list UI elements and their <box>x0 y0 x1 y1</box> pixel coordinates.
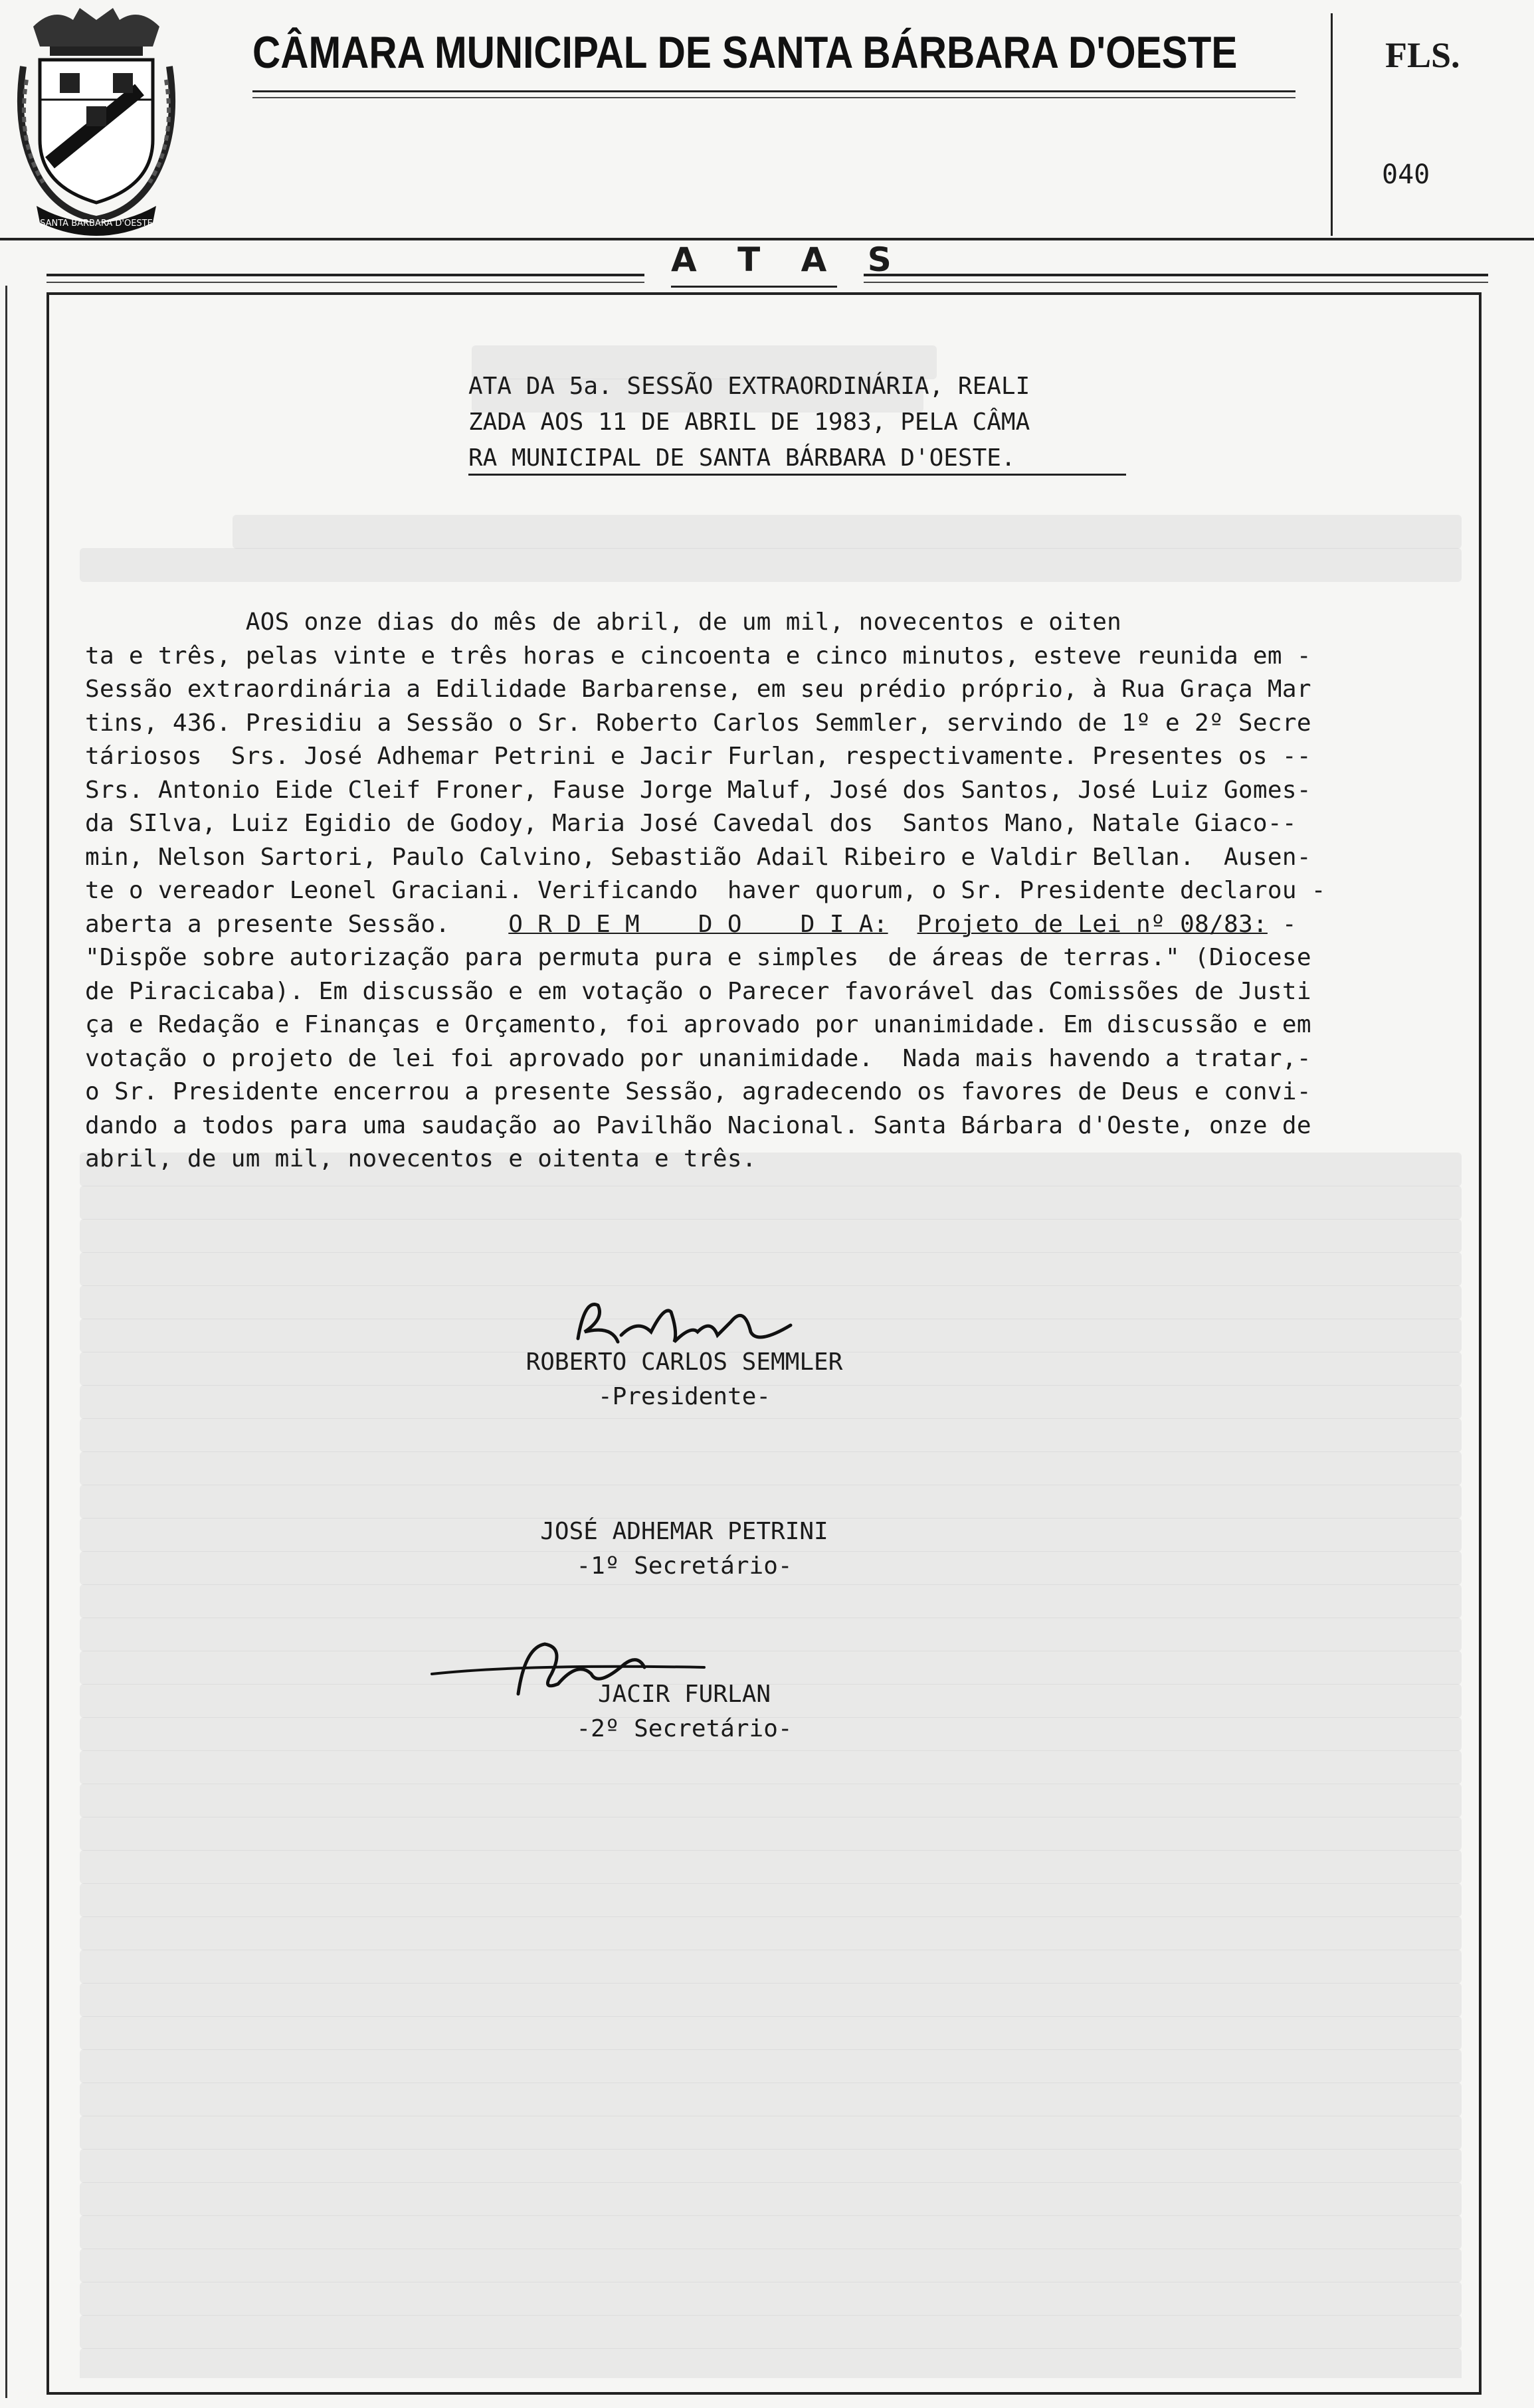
body-line: votação o projeto de lei foi aprovado por unanimidade. Nada mais havendo a tratar,- <box>85 1044 1311 1072</box>
body-line: ta e três, pelas vinte e três horas e cincoenta e cinco minutos, esteve reunida em - <box>85 642 1311 670</box>
organization-title: CÂMARA MUNICIPAL DE SANTA BÁRBARA D'OESTE <box>252 27 1238 78</box>
signature-block-second-secretary <box>512 1677 857 1746</box>
signature-block-first-secretary <box>512 1515 857 1584</box>
line-tail: - <box>1267 910 1297 938</box>
signatory-role: -2º Secretário- <box>576 1715 793 1742</box>
body-line: ça e Redação e Finanças e Orçamento, foi aprovado por unanimidade. Em discussão e em <box>85 1011 1311 1038</box>
body-line: táriosos Srs. José Adhemar Petrini e Jacir Furlan, respectivamente. Presentes os -- <box>85 743 1311 770</box>
body-line: o Sr. Presidente encerrou a presente Sessão, agradecendo os favores de Deus e convi- <box>85 1078 1311 1105</box>
heading-line: ATA DA 5a. SESSÃO EXTRAORDINÁRIA, REALI <box>468 373 1030 400</box>
body-line: Sessão extraordinária a Edilidade Barbarense, em seu prédio próprio, à Rua Graça Mar <box>85 676 1311 703</box>
body-line: de Piracicaba). Em discussão e em votação o Parecer favorável das Comissões de Justi <box>85 977 1311 1005</box>
section-rule-right <box>864 274 1488 276</box>
section-rule-right-secondary <box>864 282 1488 283</box>
minutes-heading <box>468 369 1133 476</box>
signatory-name: ROBERTO CARLOS SEMMLER <box>526 1348 843 1376</box>
body-line: dando a todos para uma saudação ao Pavilhão Nacional. Santa Bárbara d'Oeste, onze de <box>85 1111 1311 1139</box>
body-line: AOS onze dias do mês de abril, de um mil, novecentos e oiten <box>85 608 1122 636</box>
body-line: tins, 436. Presidiu a Sessão o Sr. Roberto Carlos Semmler, servindo de 1º e 2º Secre <box>85 709 1311 737</box>
minutes-body <box>85 606 1467 1176</box>
ordem-do-dia-label: O R D E M D O D I A: <box>508 910 888 938</box>
page-number: 040 <box>1382 159 1430 190</box>
section-title-underline <box>671 286 837 288</box>
signatory-role: -1º Secretário- <box>576 1552 793 1580</box>
heading-line: ZADA AOS 11 DE ABRIL DE 1983, PELA CÂMA <box>468 409 1030 436</box>
projeto-de-lei-label: Projeto de Lei nº 08/83: <box>917 910 1268 938</box>
body-line: Srs. Antonio Eide Cleif Froner, Fause Jorge Maluf, José dos Santos, José Luiz Gomes- <box>85 776 1311 804</box>
section-rule-left <box>47 274 644 276</box>
body-line: min, Nelson Sartori, Paulo Calvino, Sebastião Adail Ribeiro e Valdir Bellan. Ausen- <box>85 843 1311 871</box>
section-rule-left-secondary <box>47 282 644 283</box>
fls-label: FLS. <box>1385 35 1460 75</box>
header-divider <box>1331 13 1333 236</box>
heading-underline <box>468 474 1126 476</box>
body-line: "Dispõe sobre autorização para permuta pura e simples de áreas de terras." (Diocese <box>85 944 1311 971</box>
body-line: da SIlva, Luiz Egidio de Godoy, Maria José Cavedal dos Santos Mano, Natale Giaco-- <box>85 810 1297 837</box>
heading-line: RA MUNICIPAL DE SANTA BÁRBARA D'OESTE. <box>468 444 1016 472</box>
title-rule-secondary <box>252 97 1295 98</box>
crest-banner-text: SANTA BARBARA D'OESTE <box>40 219 153 229</box>
body-line: abril, de um mil, novecentos e oitenta e três. <box>85 1145 757 1172</box>
signatory-name: JOSÉ ADHEMAR PETRINI <box>540 1518 828 1545</box>
page-edge-line <box>5 286 7 2398</box>
body-line-ordem <box>85 908 1467 942</box>
signatory-name: JACIR FURLAN <box>597 1681 771 1708</box>
coat-of-arms-icon <box>13 0 179 239</box>
signatory-role: -Presidente- <box>597 1383 771 1410</box>
body-line: te o vereador Leonel Graciani. Verificando haver quorum, o Sr. Presidente declarou - <box>85 877 1326 904</box>
signature-block-president <box>512 1345 857 1414</box>
body-line-start: aberta a presente Sessão. <box>85 910 450 938</box>
section-title: A T A S <box>671 240 906 279</box>
title-rule <box>252 90 1295 92</box>
